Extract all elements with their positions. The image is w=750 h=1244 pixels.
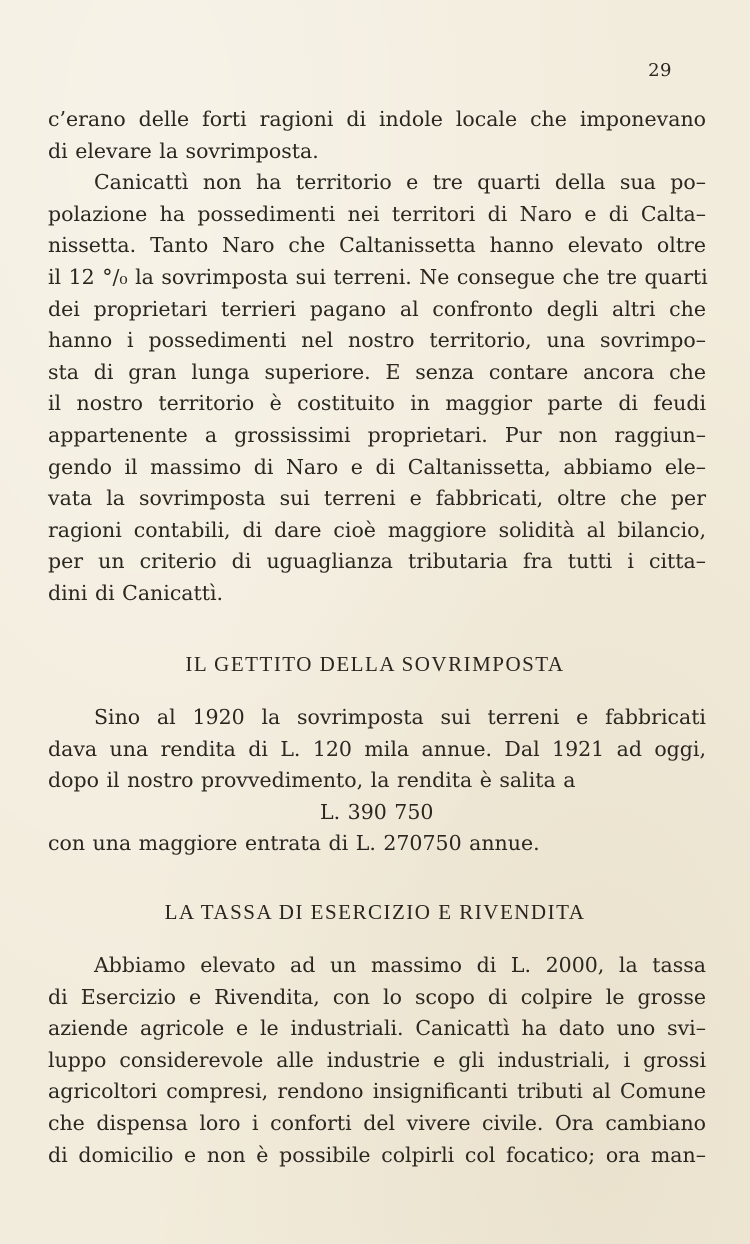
section-heading-gettito: IL GETTITO DELLA SOVRIMPOSTA	[185, 652, 565, 676]
text-line: appartenente a grossissimi proprietari. Pur non raggiun–	[48, 422, 706, 447]
text-line: c’erano delle forti ragioni di indole locale che imponevano	[48, 107, 706, 131]
paragraph-sovrimposta	[48, 104, 706, 610]
text-line: per un criterio di uguaglianza tributaria fra tutti i citta–	[48, 549, 706, 574]
text-line: agricoltori compresi, rendono insignificanti tributi al Comune	[48, 1079, 706, 1104]
text-line: vata la sovrimposta sui terreni e fabbricati, oltre che per	[48, 486, 706, 511]
text-line: gendo il massimo di Naro e di Caltanissetta, abbiamo ele–	[48, 454, 706, 479]
text-line: nissetta. Tanto Naro che Caltanissetta hanno elevato oltre	[48, 233, 706, 258]
text-line: luppo considerevole alle industrie e gli industriali, i grossi	[48, 1047, 706, 1072]
text-line: dini di Canicattì.	[48, 580, 224, 605]
amount-line: L. 390 750	[320, 799, 434, 824]
text-line: aziende agricole e le industriali. Canicattì ha dato uno svi–	[48, 1016, 706, 1041]
text-line: di Esercizio e Rivendita, con lo scopo di colpire le grosse	[48, 984, 706, 1009]
text-line: di elevare la sovrimposta.	[48, 138, 319, 163]
text-line: Canicattì non ha territorio e tre quarti della sua po–	[94, 170, 706, 195]
text-line: Abbiamo elevato ad un massimo di L. 2000, la tassa	[94, 953, 706, 977]
text-line: Sino al 1920 la sovrimposta sui terreni e fabbricati	[94, 705, 706, 729]
text-line: con una maggiore entrata di L. 270750 annue.	[48, 831, 540, 856]
section-heading-tassa: LA TASSA DI ESERCIZIO E RIVENDITA	[164, 900, 586, 924]
text-line: il nostro territorio è costituito in maggior parte di feudi	[48, 391, 706, 416]
text-line: il 12 °/₀ la sovrimposta sui terreni. Ne consegue che tre quarti	[48, 264, 708, 289]
paragraph-gettito	[48, 702, 706, 860]
text-line: ragioni contabili, di dare cioè maggiore solidità al bilancio,	[48, 517, 706, 542]
text-line: che dispensa loro i conforti del vivere civile. Ora cambiano	[48, 1110, 706, 1135]
paragraph-tassa	[48, 950, 706, 1171]
text-line: dei proprietari terrieri pagano al confronto degli altri che	[48, 296, 706, 321]
text-line: sta di gran lunga superiore. E senza contare ancora che	[48, 359, 706, 384]
text-line: hanno i possedimenti nel nostro territorio, una sovrimpo–	[48, 328, 706, 353]
text-line: polazione ha possedimenti nei territori di Naro e di Calta–	[48, 201, 706, 226]
page-number: 29	[648, 60, 672, 81]
text-line: dava una rendita di L. 120 mila annue. Dal 1921 ad oggi,	[48, 736, 706, 761]
text-line: dopo il nostro provvedimento, la rendita è salita a	[48, 768, 576, 793]
text-line: di domicilio e non è possibile colpirli col focatico; ora man–	[48, 1142, 706, 1167]
